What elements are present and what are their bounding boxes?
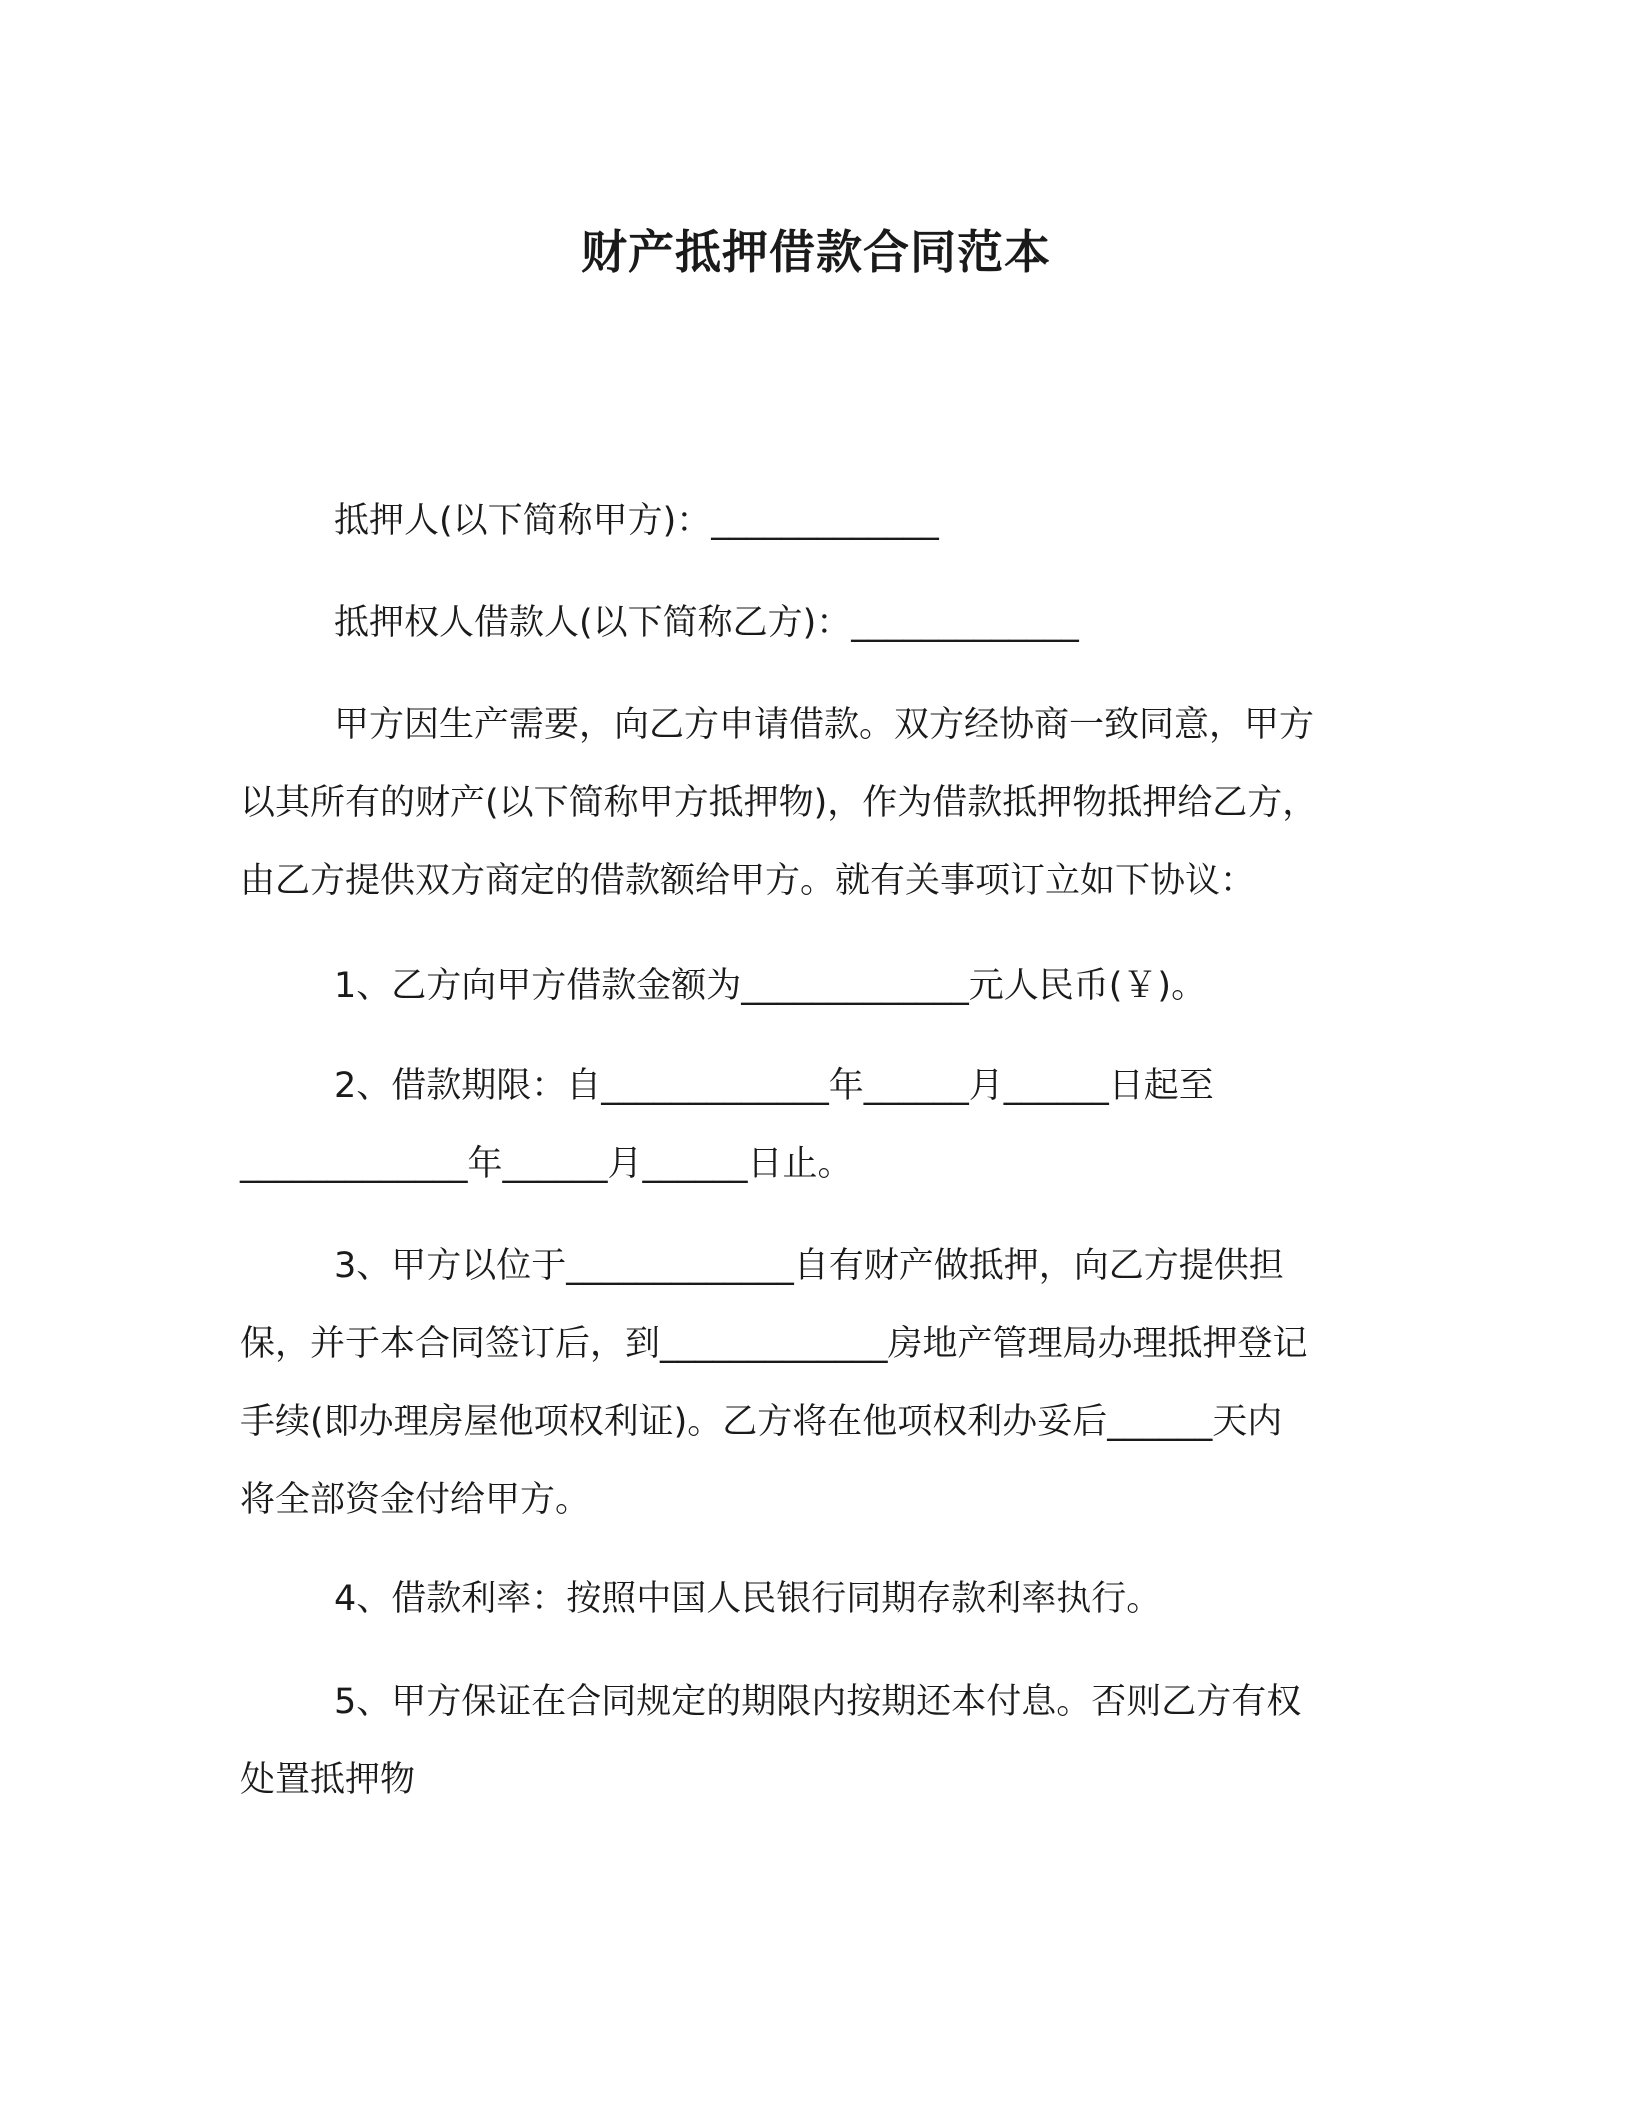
clause-line: 保，并于本合同签订后，到_____________房地产管理局办理抵押登记 bbox=[240, 1324, 1308, 1364]
intro-line: 甲方因生产需要，向乙方申请借款。双方经协商一致同意，甲方 bbox=[334, 705, 1315, 745]
clause-3 bbox=[240, 1227, 1400, 1539]
party-a-line: 抵押人(以下简称甲方)：_____________ bbox=[334, 501, 939, 541]
document-title: 财产抵押借款合同范本 bbox=[581, 225, 1051, 279]
intro-line: 由乙方提供双方商定的借款额给甲方。就有关事项订立如下协议： bbox=[240, 861, 1256, 901]
clause-5 bbox=[240, 1663, 1400, 1819]
clause-line: 处置抵押物 bbox=[240, 1760, 416, 1800]
clause-1: 1、乙方向甲方借款金额为_____________元人民币(￥)。 bbox=[334, 966, 1207, 1006]
clause-2 bbox=[240, 1047, 1400, 1203]
clause-line: _____________年______月______日止。 bbox=[240, 1144, 853, 1184]
party-b-line: 抵押权人借款人(以下简称乙方)：_____________ bbox=[334, 603, 1079, 643]
clause-line: 将全部资金付给甲方。 bbox=[240, 1480, 591, 1520]
clause-4: 4、借款利率：按照中国人民银行同期存款利率执行。 bbox=[334, 1579, 1162, 1619]
intro-line: 以其所有的财产(以下简称甲方抵押物)，作为借款抵押物抵押给乙方， bbox=[240, 783, 1318, 823]
clause-line: 手续(即办理房屋他项权利证)。乙方将在他项权利办妥后______天内 bbox=[240, 1402, 1283, 1442]
intro-paragraph bbox=[240, 686, 1400, 920]
clause-line: 3、甲方以位于_____________自有财产做抵押，向乙方提供担 bbox=[334, 1246, 1284, 1286]
clause-line: 2、借款期限：自_____________年______月______日起至 bbox=[334, 1066, 1214, 1106]
clause-line: 5、甲方保证在合同规定的期限内按期还本付息。否则乙方有权 bbox=[334, 1682, 1302, 1722]
